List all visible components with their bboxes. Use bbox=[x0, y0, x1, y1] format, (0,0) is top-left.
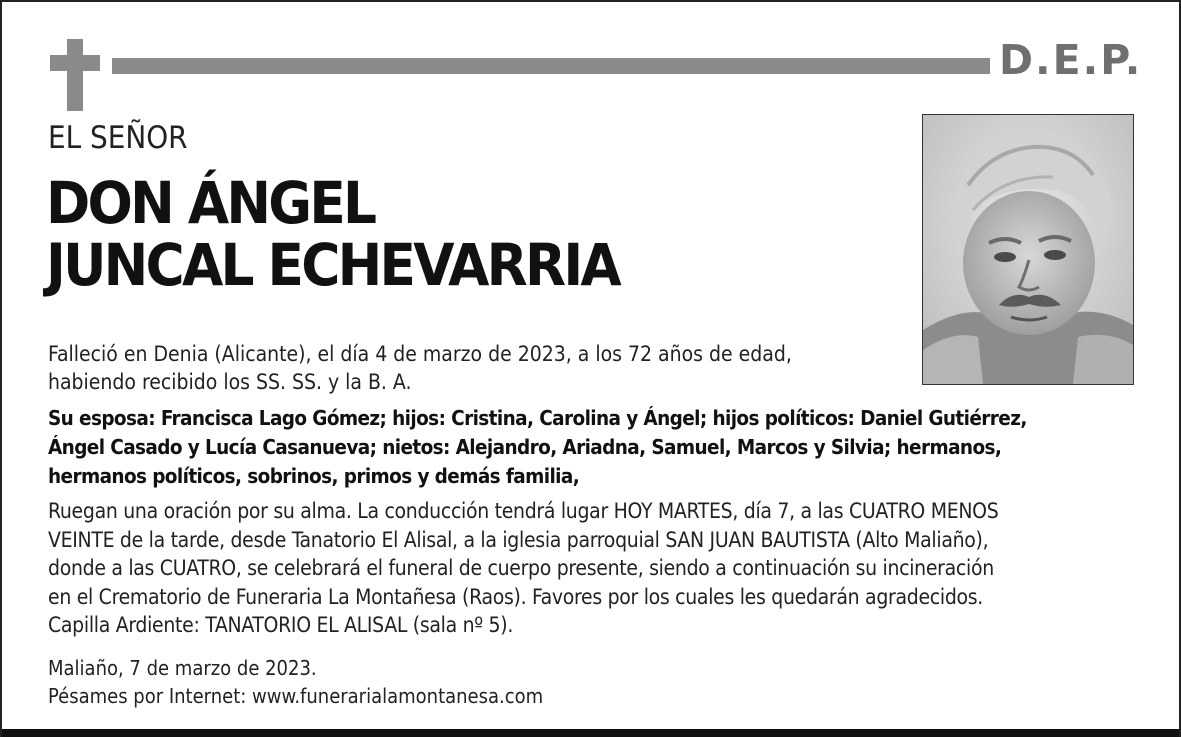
family-line-1: Su esposa: Francisca Lago Gómez; hijos: Cristina, Carolina y Ángel; hijos políticos: Daniel Gutiérrez, bbox=[48, 406, 1027, 430]
ceremony-line-5: Capilla Ardiente: TANATORIO EL ALISAL (sala nº 5). bbox=[48, 613, 514, 637]
honorific-prefix: EL SEÑOR bbox=[48, 120, 188, 156]
ceremony-line-1: Ruegan una oración por su alma. La conducción tendrá lugar HOY MARTES, día 7, a las CUATRO MENOS bbox=[48, 499, 999, 523]
ceremony-line-4: en el Crematorio de Funeraria La Montañesa (Raos). Favores por los cuales les quedarán agradecidos. bbox=[48, 584, 984, 609]
condolences-website[interactable]: Pésames por Internet: www.funerarialamontanesa.com bbox=[48, 684, 544, 708]
family-line-3: hermanos políticos, sobrinos, primos y demás familia, bbox=[48, 464, 580, 488]
header-rule bbox=[112, 58, 990, 74]
footer bbox=[48, 654, 948, 710]
place-date: Maliaño, 7 de marzo de 2023. bbox=[48, 656, 317, 680]
name-line-1: DON ÁNGEL bbox=[46, 169, 375, 237]
bottom-rule bbox=[2, 729, 1179, 737]
family-list bbox=[48, 404, 1148, 491]
name-line-2: JUNCAL ECHEVARRIA bbox=[46, 231, 619, 299]
family-line-2: Ángel Casado y Lucía Casanueva; nietos: Alejandro, Ariadna, Samuel, Marcos y Silvia; hermanos, bbox=[48, 435, 1002, 459]
death-notice-line-1: Falleció en Denia (Alicante), el día 4 de marzo de 2023, a los 72 años de edad, bbox=[48, 342, 792, 366]
deceased-name bbox=[46, 169, 619, 299]
death-notice bbox=[48, 340, 908, 396]
cross-icon bbox=[50, 39, 100, 111]
death-notice-line-2: habiendo recibido los SS. SS. y la B. A. bbox=[48, 370, 412, 394]
portrait-photo bbox=[922, 114, 1134, 385]
ceremony-line-3: donde a las CUATRO, se celebrará el funeral de cuerpo presente, siendo a continuación su incineración bbox=[48, 556, 994, 580]
dep-heading: D.E.P. bbox=[999, 36, 1143, 84]
ceremony-details bbox=[48, 497, 1158, 640]
ceremony-line-2: VEINTE de la tarde, desde Tanatorio El Alisal, a la iglesia parroquial SAN JUAN BAUTISTA (Alto Maliaño), bbox=[48, 527, 989, 552]
portrait-image bbox=[923, 115, 1133, 384]
